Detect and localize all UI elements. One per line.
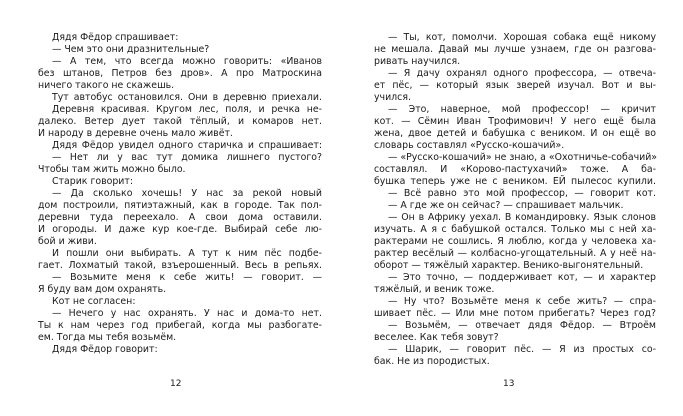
text-line: учился. xyxy=(374,92,411,103)
text-line: — Это точно, — поддерживает кот, — и характер xyxy=(388,272,656,283)
text-line: Ты к нам через год прибегай, когда мы разбогате- xyxy=(38,320,322,331)
text-line: ет пёс, — который язык зверей изучал. Вот и вы- xyxy=(374,80,656,91)
text-line: И пошли они выбирать. А тут к ним пёс подбе- xyxy=(52,248,322,259)
text-line: бак. Не из породистых. xyxy=(374,356,490,367)
text-line: тяжёлый, и веник тоже. xyxy=(374,284,495,295)
text-line: словарь составлял «Русско-кошачий». xyxy=(374,140,565,151)
text-line: Я буду вам дом охранять. xyxy=(38,284,167,295)
text-line: Деревня красивая. Кругом лес, поля, и речка не- xyxy=(52,104,322,115)
text-line: — Ты, кот, помолчи. Хорошая собака ещё никому xyxy=(388,32,656,43)
text-line: ривать научился. xyxy=(374,56,461,67)
text-line: шивает пёс. — Или мне потом прибегать? Через год? xyxy=(374,308,656,319)
text-line: Чтобы там жить можно было. xyxy=(38,164,186,175)
text-line: — Это, наверное, мой профессор! — кричит xyxy=(388,104,656,115)
text-line: Дядя Фёдор спрашивает: xyxy=(52,32,179,43)
text-line: изучать. А я с бабушкой остался. Только мы с ней ха- xyxy=(374,224,656,235)
text-line: Дядя Фёдор увидел одного старичка и спрашивает: xyxy=(52,140,322,151)
text-line: И народу в деревне очень мало живёт. xyxy=(38,128,233,139)
text-line: — А тем, что всегда можно говорить: «Иванов xyxy=(52,56,322,67)
text-line: бушка теперь уже не с веником. ЕЙ пылесос купили. xyxy=(374,176,656,187)
text-line: — Возьмите меня к себе жить! — говорит. — xyxy=(52,272,322,283)
text-line: жена, двое детей и бабушка с веником. И он ещё во xyxy=(374,128,656,139)
text-line: ем. Тогда мы тебя возьмём. xyxy=(38,332,177,343)
text-line: — Нет ли у вас тут домика лишнего пустого? xyxy=(52,152,322,163)
page-number-right: 13 xyxy=(503,379,515,389)
text-line: оборот — тяжёлый характер. Венико-выгонятельный. xyxy=(374,260,644,271)
text-line: не мешала. Давай мы лучше узнаем, где он разгова- xyxy=(374,44,656,55)
text-line: — Чем это они дразнительные? xyxy=(52,44,210,55)
text-line: бой и живи. xyxy=(38,236,97,247)
page-number-left: 12 xyxy=(170,379,182,389)
text-line: Старик говорит: xyxy=(52,176,134,187)
text-line: без штанов, Петров без дров». А про Матроскина xyxy=(38,68,322,79)
text-line: — Нечего у нас охранять. У нас и дома-то нет. xyxy=(52,308,322,319)
text-line: Тут автобус остановился. Они в деревню приехали. xyxy=(52,92,322,103)
text-line: — Шарик, — говорит пёс. — Я из простых со- xyxy=(388,344,656,355)
text-line: — Всё равно это мой профессор, — говорит кот. xyxy=(388,188,656,199)
text-line: И огороды. И даже кур кое-где. Выбирай себе лю- xyxy=(38,224,322,235)
text-line: рактер весёлый — колбасно-угощательный. А у неё на- xyxy=(374,248,656,259)
left-page xyxy=(38,32,322,416)
text-line: гает. Лохматый такой, взъерошенный. Весь в репьях. xyxy=(38,260,322,271)
text-line: — Ну что? Возьмёте меня к себе жить? — спра- xyxy=(388,296,656,307)
text-line: Дядя Фёдор говорит: xyxy=(52,344,158,355)
text-line: — Да сколько хочешь! У нас за рекой новый xyxy=(52,188,322,199)
text-line: деревни туда переехало. А свои дома оставили. xyxy=(38,212,322,223)
text-line: дом построили, пятиэтажный, как в городе. Так пол- xyxy=(38,200,322,211)
text-line: кот. — Сёмин Иван Трофимович! У него ещё была xyxy=(374,116,656,127)
text-line: — «Русско-кошачий» не знаю, а «Охотничье-собачий» xyxy=(388,152,658,163)
text-line: составлял. И «Корово-пастухачий» тоже. А ба- xyxy=(374,164,656,175)
text-line: рактерами не сошлись. Я люблю, когда у человека ха- xyxy=(374,236,656,247)
text-line: далеко. Ветер дует такой тёплый, и комаров нет. xyxy=(38,116,322,127)
text-line: — Возьмём, — отвечает дядя Фёдор. — Втроём xyxy=(388,320,656,331)
text-line: ничего такого не скажешь. xyxy=(38,80,175,91)
text-line: Кот не согласен: xyxy=(52,296,136,307)
right-page xyxy=(374,32,656,416)
text-line: веселее. Как тебя зовут? xyxy=(374,332,499,343)
text-line: — Он в Африку уехал. В командировку. Язык слонов xyxy=(388,212,656,223)
text-line: — Я дачу охранял одного профессора, — отвеча- xyxy=(388,68,656,79)
text-line: — А где же он сейчас? — спрашивает мальчик. xyxy=(388,200,624,211)
